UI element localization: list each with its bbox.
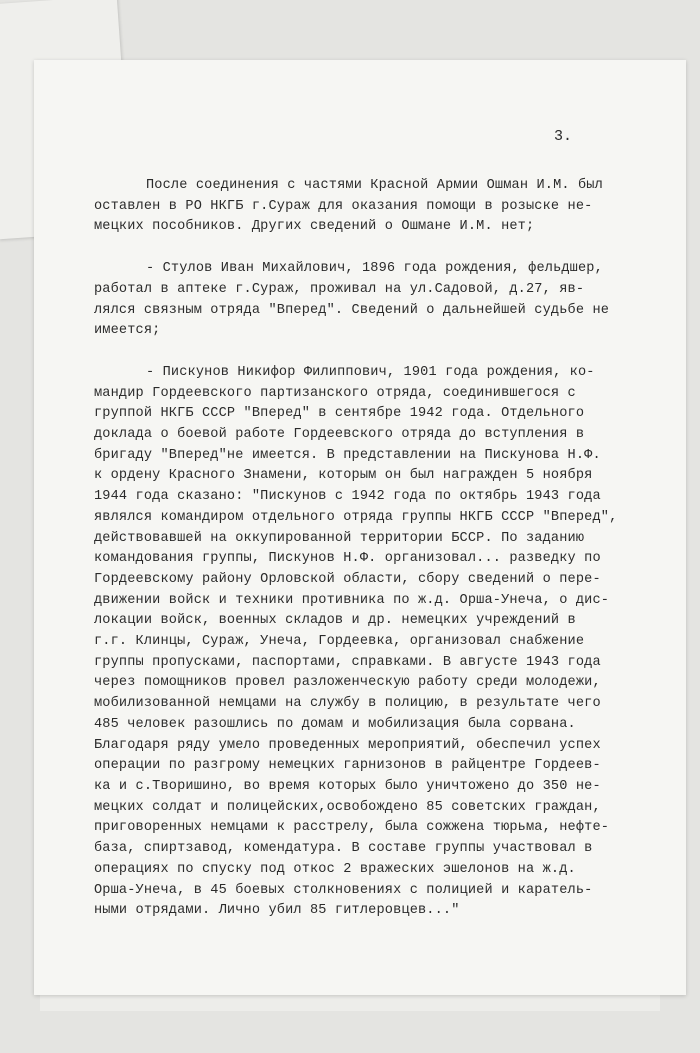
paragraph-stulov (94, 259, 614, 342)
document-page (34, 60, 686, 995)
document-body (94, 176, 618, 943)
text-line: 485 человек разошлись по домам и мобилизация была сорвана. (94, 716, 576, 732)
text-line: имеется; (94, 323, 161, 339)
text-line: командования группы, Пискунов Н.Ф. организовал... разведку по (94, 551, 601, 567)
text-line: работал в аптеке г.Сураж, проживал на ул.Садовой, д.27, яв- (94, 281, 585, 297)
text-line: к ордену Красного Знамени, которым он был награжден 5 ноября (94, 468, 593, 484)
text-line: 1944 года сказано: "Пискунов с 1942 года по октябрь 1943 года (94, 489, 601, 505)
text-line: - Пискунов Никифор Филиппович, 1901 года рождения, ко- (146, 364, 595, 380)
text-line: доклада о боевой работе Гордеевского отряда до вступления в (94, 427, 585, 443)
text-line: группой НКГБ СССР "Вперед" в сентябре 1942 года. Отдельного (94, 406, 585, 422)
text-line: Гордеевскому району Орловской области, сбору сведений о пере- (94, 571, 601, 587)
text-line: Орша-Унеча, в 45 боевых столкновениях с полицией и каратель- (94, 882, 593, 898)
text-line: движении войск и техники противника по ж.д. Орша-Унеча, о дис- (94, 592, 610, 608)
text-line: Благодаря ряду умело проведенных мероприятий, обеспечил успех (94, 737, 601, 753)
text-line: группы пропусками, паспортами, справками. В августе 1943 года (94, 654, 601, 670)
text-line: операциях по спуску под откос 2 вражеских эшелонов на ж.д. (94, 861, 576, 877)
text-line: лялся связным отряда "Вперед". Сведений о дальнейшей судьбе не (94, 302, 610, 318)
text-line: ными отрядами. Лично убил 85 гитлеровцев..." (94, 903, 460, 919)
text-line: являлся командиром отдельного отряда группы НКГБ СССР "Вперед", (94, 509, 618, 525)
paragraph-piskunov (94, 363, 618, 922)
text-line: После соединения с частями Красной Армии Ошман И.М. был (146, 178, 603, 193)
text-line: мецких солдат и полицейских,освобождено 85 советских граждан, (94, 799, 601, 815)
page-number: 3. (553, 128, 572, 145)
text-line: - Стулов Иван Михайлович, 1896 года рождения, фельдшер, (146, 261, 603, 277)
text-line: база, спиртзавод, комендатура. В составе группы участвовал в (94, 841, 593, 857)
text-line: действовавшей на оккупированной территории БССР. По заданию (94, 530, 585, 546)
text-line: мецких пособников. Других сведений о Ошмане И.М. нет; (94, 219, 535, 235)
paragraph-oshman (94, 176, 614, 238)
text-line: оставлен в РО НКГБ г.Сураж для оказания помощи в розыске не- (94, 198, 593, 214)
text-line: приговоренных немцами к расстрелу, была сожжена тюрьма, нефте- (94, 820, 610, 836)
text-line: ка и с.Творишино, во время которых было уничтожено до 350 не- (94, 778, 601, 794)
text-line: мандир Гордеевского партизанского отряда, соединившегося с (94, 385, 576, 401)
text-line: локации войск, военных складов и др. немецких учреждений в (94, 613, 576, 629)
text-line: г.г. Клинцы, Сураж, Унеча, Гордеевка, организовал снабжение (94, 634, 585, 650)
text-line: через помощников провел разложенческую работу среди молодежи, (94, 675, 601, 691)
text-line: бригаду "Вперед"не имеется. В представлении на Пискунова Н.Ф. (94, 447, 601, 463)
text-line: операции по разгрому немецких гарнизонов в райцентре Гордеев- (94, 758, 601, 774)
text-line: мобилизованной немцами на службу в полицию, в результате чего (94, 696, 601, 712)
